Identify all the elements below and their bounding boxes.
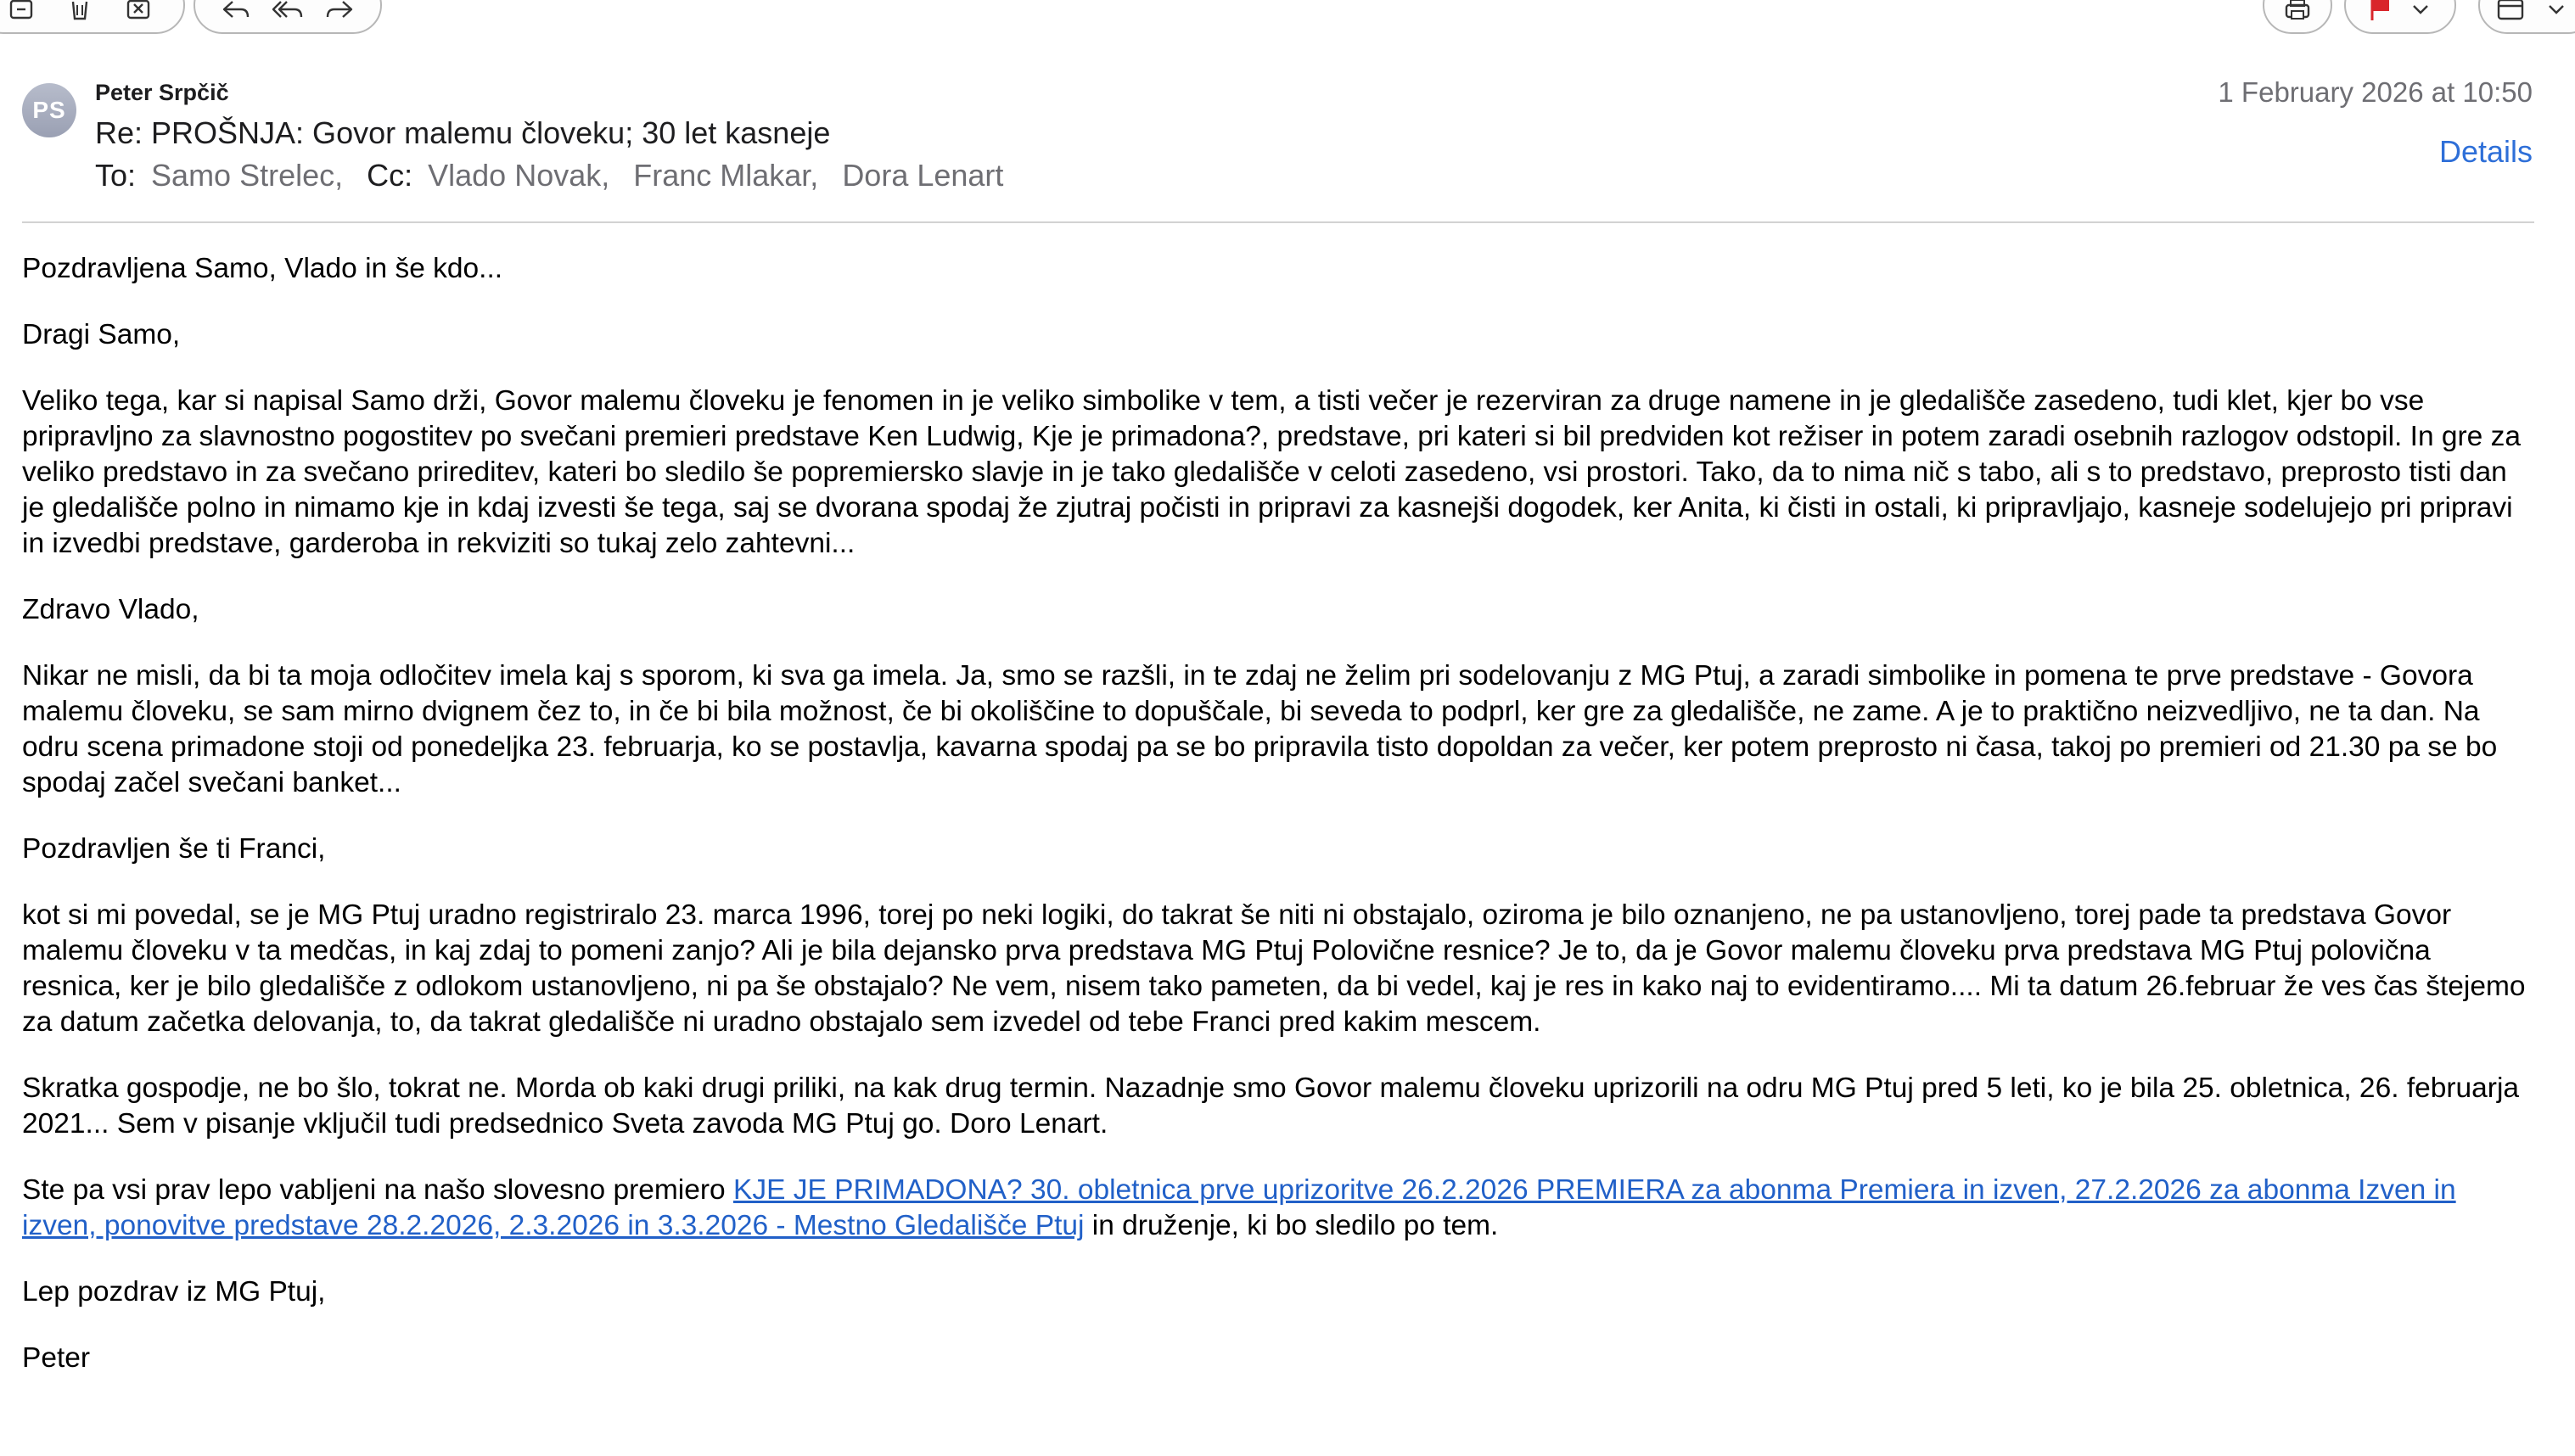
paragraph-invitation [22,1173,2534,1244]
paragraph-skratka: Skratka gospodje, ne bo šlo, tokrat ne. Morda ob kaki drugi priliki, na kak drug termin. Nazadnje smo Govor malemu človeku uprizorili na odru MG Ptuj pred 5 leti, ko je bila 25. obletnica, 26. februarja 2021... Sem v pisanje vključil tudi predsednico Sveta zavoda MG Ptuj go. Doro Lenart. [22,1072,2520,1140]
greeting: Pozdravljena Samo, Vlado in še kdo... [22,253,503,284]
flag-icon [2363,0,2397,22]
reply-icon[interactable] [219,0,253,22]
message-body [22,251,2534,1407]
layout-icon [2494,0,2527,22]
header-divider [22,221,2534,223]
cc-label: Cc: [367,158,413,193]
reply-actions-group [194,0,382,34]
message-date: 1 February 2026 at 10:50 [2218,76,2533,108]
forward-icon[interactable] [323,0,356,22]
trash-icon[interactable] [63,0,97,22]
print-button[interactable] [2263,0,2332,34]
invitation-text: Ste pa vsi prav lepo vabljeni na našo slovesno premiero [22,1174,733,1206]
cc-recipient[interactable]: Vlado Novak, [428,158,610,193]
layout-button[interactable] [2478,0,2575,34]
reply-all-icon[interactable] [271,0,305,22]
greeting-franci: Pozdravljen še ti Franci, [22,833,326,865]
premiere-link[interactable]: KJE JE PRIMADONA? 30. obletnica prve uprizoritve 26.2.2026 PREMIERA za abonma Premiera in izven, 27.2.2026 za abonma Izven in izven, ponovitve predstave 28.2.2026, 2.3.2026 in 3.3.2026 - Mestno Gledališče Ptuj [22,1174,2456,1241]
invitation-text-end: in druženje, ki bo sledilo po tem. [1084,1210,1499,1241]
to-recipient[interactable]: Samo Strelec, [151,158,344,193]
subject-line: Re: PROŠNJA: Govor malemu človeku; 30 let kasneje [95,115,831,150]
recipients-line [95,158,1027,193]
greeting-vlado: Zdravo Vlado, [22,594,199,625]
archive-icon[interactable] [4,0,38,22]
paragraph-franci: kot si mi povedal, se je MG Ptuj uradno registriralo 23. marca 1996, torej po neki logiki, do takrat še niti ni obstajalo, oziroma je bilo oznanjeno, ne pa ustanovljeno, torej pade ta predstava Govor malemu človeku v ta medčas, in kaj zdaj to pomeni zanjo? Ali je bila dejansko prva predstava MG Ptuj Polovične resnice? Je to, da je Govor malemu človeku prva predstava MG Ptuj polovična resnica, ker je bilo gledališče z odlokom ustanovljeno, ni pa še obstajalo? Ne vem, nisem tako pameten, da bi vedel, kaj je res in kako naj to evidentiramo.... Mi ta datum 26.februar že ves čas štejemo za datum začetka delovanja, to, da takrat gledališče ni uradno obstajalo sem izvedel od tebe Franci pred kakim mescem. [22,899,2526,1038]
to-label: To: [95,158,137,193]
chevron-down-icon[interactable] [2404,0,2438,22]
paragraph-vlado: Nikar ne misli, da bi ta moja odločitev imela kaj s sporom, ki sva ga imela. Ja, smo se razšli, in te zdaj ne želim pri sodelovanju z MG Ptuj, a zaradi simbolike in pomena te prve predstave - Govora malemu človeku, se sam mirno dvignem čez to, in če bi bila možnost, če bi okoliščine to dopuščale, bi seveda to podprl, ker gre za gledališče, ne zame. A je to praktično neizvedljivo, ne ta dan. Na odru scena primadone stoji od ponedeljka 23. februarja, ko se postavlja, kavarna spodaj pa se bo pripravila tisto dopoldan za večer, ker potem preprosto ni časa, takoj po premieri od 21.30 pa se bo spodaj začel svečani banket... [22,660,2498,798]
details-link[interactable]: Details [2438,134,2533,169]
sender-name[interactable]: Peter Srpčič [95,80,229,105]
flag-button[interactable] [2344,0,2456,34]
mailbox-actions-group [0,0,185,34]
cc-recipient[interactable]: Franc Mlakar, [633,158,819,193]
signature: Peter [22,1342,91,1374]
greeting-samo: Dragi Samo, [22,319,181,350]
junk-icon[interactable] [121,0,155,22]
print-icon [2280,0,2314,22]
cc-recipient[interactable]: Dora Lenart [842,158,1004,193]
chevron-down-icon[interactable] [2539,0,2573,22]
paragraph-samo: Veliko tega, kar si napisal Samo drži, Govor malemu človeku je fenomen in je veliko simbolike v tem, a tisti večer je rezerviran za druge namene in je gledališče zasedeno, tudi klet, kjer bo vse pripravljno za slavnostno pogostitev po svečani premieri predstave Ken Ludwig, Kje je primadona?, predstave, pri kateri si bil predviden kot režiser in potem zaradi osebnih razlogov odstopil. In gre za veliko predstavo in za svečano prireditev, kateri bo sledilo še popremiersko slavje in je tako gledališče v celoti zasedeno, vsi prostori. Tako, da to nima nič s tabo, ali s to predstavo, preprosto tisti dan je gledališče polno in nimamo kje in kdaj izvesti še tega, saj se dvorana spodaj že zjutraj počisti in pripravi za kasnejši dogodek, ker Anita, ki čisti in ostali, ki pripravljajo, kasneje sodelujejo pri pripravi in izvedbi predstave, garderoba in rekviziti so tukaj zelo zahtevni... [22,385,2521,559]
message-toolbar [0,0,2575,48]
avatar: PS [22,83,76,137]
closing: Lep pozdrav iz MG Ptuj, [22,1276,326,1308]
